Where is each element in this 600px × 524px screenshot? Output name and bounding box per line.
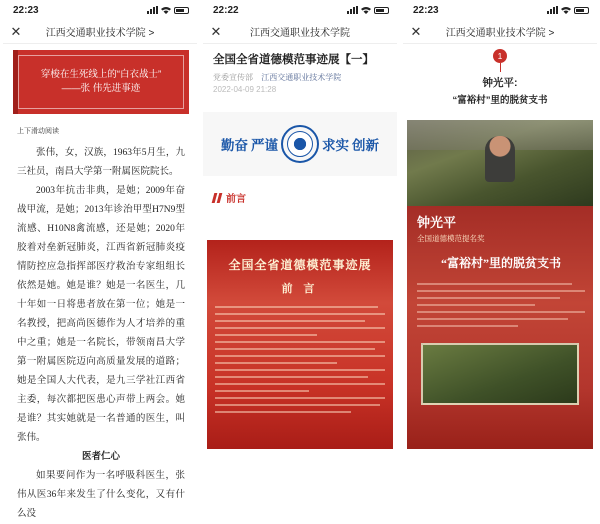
article-paragraph: 张伟，女，汉族，1963年5月生，九三社员，南昌大学第一附属医院院长。 xyxy=(17,148,185,177)
battery-icon xyxy=(574,7,589,14)
signal-icon xyxy=(347,6,358,14)
poster-text-block xyxy=(215,306,385,413)
battery-icon xyxy=(374,7,389,14)
signal-icon xyxy=(147,6,158,14)
poster-title: 全国全省道德模范事迹展 xyxy=(228,258,372,272)
status-time: 22:23 xyxy=(413,4,439,16)
section-label-text: 前言 xyxy=(226,194,246,205)
nav-bar xyxy=(3,20,197,44)
phone-screen-moral-models-exhibition xyxy=(203,0,397,449)
poster-headline: “富裕村”里的脱贫支书 xyxy=(440,256,561,270)
greenhouse-photo xyxy=(407,120,593,206)
account-title-link[interactable]: 江西交通职业技术学院 > xyxy=(45,28,155,39)
nav-bar xyxy=(403,20,597,44)
banner-title: 穿梭在生死线上的“白衣战士” xyxy=(40,69,162,80)
close-icon[interactable]: ✕ xyxy=(10,23,22,39)
status-time: 22:23 xyxy=(13,4,39,16)
field-photo xyxy=(421,343,579,405)
nav-bar xyxy=(203,20,397,44)
status-time: 22:22 xyxy=(213,4,239,16)
phone-screen-zhang-wei-article xyxy=(3,0,197,519)
motto-word: 创新 xyxy=(352,138,379,153)
motto-word: 求实 xyxy=(322,138,349,153)
signal-icon xyxy=(547,6,558,14)
article-title: 全国全省道德模范事迹展【一】 xyxy=(213,54,374,66)
wifi-icon xyxy=(561,6,571,14)
poster-subtitle: 前 言 xyxy=(281,283,319,295)
article-subheading: 医者仁心 xyxy=(81,452,120,462)
article-meta xyxy=(203,68,397,83)
scroll-hint: 上下滑动阅读 xyxy=(17,128,59,135)
close-icon[interactable]: ✕ xyxy=(210,23,222,39)
school-motto-banner xyxy=(203,112,397,176)
exhibition-poster-image xyxy=(207,240,393,449)
profile-poster-image xyxy=(407,206,593,449)
school-emblem-icon xyxy=(281,125,319,163)
poster-text-block xyxy=(417,283,585,327)
wifi-icon xyxy=(361,6,371,14)
meta-account-link[interactable]: 江西交通职业技术学院 xyxy=(261,73,342,82)
status-bar xyxy=(3,0,197,20)
article-banner xyxy=(13,50,189,114)
article-paragraph: 2003年抗击非典，是她；2009年奋战甲流，是她；2013年诊治甲型H7N9型流感、H10N8禽流感，还是她；2020年胶着对垒新冠肺炎，江西省新冠肺炎疫情防控应急指挥部医疗救治专家组组长依然是她。她是谁？她是一名医生，几十年如一日将患者放在第一位；她是一名教授，把高尚医德作为人才培养的重中之重；她是一名院长，带领南昌大学第一附属医院迈向高质量发展的道路；她是全国人大代表，是九三学社江西省主委，每次都把医患心声带上两会。她是谁？其实她就是一名普通的医生，叫张伟。 xyxy=(17,186,185,443)
profile-header xyxy=(403,44,597,106)
motto-word: 勤奋 xyxy=(221,138,248,153)
section-marker-icon xyxy=(213,193,221,203)
article-paragraph: 如果要问作为一名呼吸科医生，张伟从医36年来发生了什么变化，又有什么没 xyxy=(17,471,185,519)
battery-icon xyxy=(174,7,189,14)
publish-date: 2022-04-09 21:28 xyxy=(213,85,277,94)
number-badge: 1 xyxy=(493,49,507,63)
account-title[interactable]: 江西交通职业技术学院 xyxy=(250,28,350,39)
close-icon[interactable]: ✕ xyxy=(410,23,422,39)
account-title-link[interactable]: 江西交通职业技术学院 > xyxy=(445,28,555,39)
status-icons xyxy=(347,6,389,14)
section-label xyxy=(213,190,397,205)
article-body xyxy=(3,136,197,524)
phone-screen-zhong-guangping xyxy=(403,0,597,449)
status-bar xyxy=(403,0,597,20)
status-bar xyxy=(203,0,397,20)
banner-subtitle: ——张 伟先进事迹 xyxy=(61,83,141,94)
meta-source: 党委宣传部 xyxy=(213,73,253,82)
poster-name: 钟光平 xyxy=(417,215,457,230)
status-icons xyxy=(147,6,189,14)
poster-role: 全国道德模范提名奖 xyxy=(417,234,485,243)
person-figure xyxy=(485,136,515,182)
motto-word: 严谨 xyxy=(251,138,278,153)
person-subtitle: “富裕村”里的脱贫支书 xyxy=(452,95,548,106)
person-name: 钟光平: xyxy=(482,77,518,89)
wifi-icon xyxy=(161,6,171,14)
status-icons xyxy=(547,6,589,14)
